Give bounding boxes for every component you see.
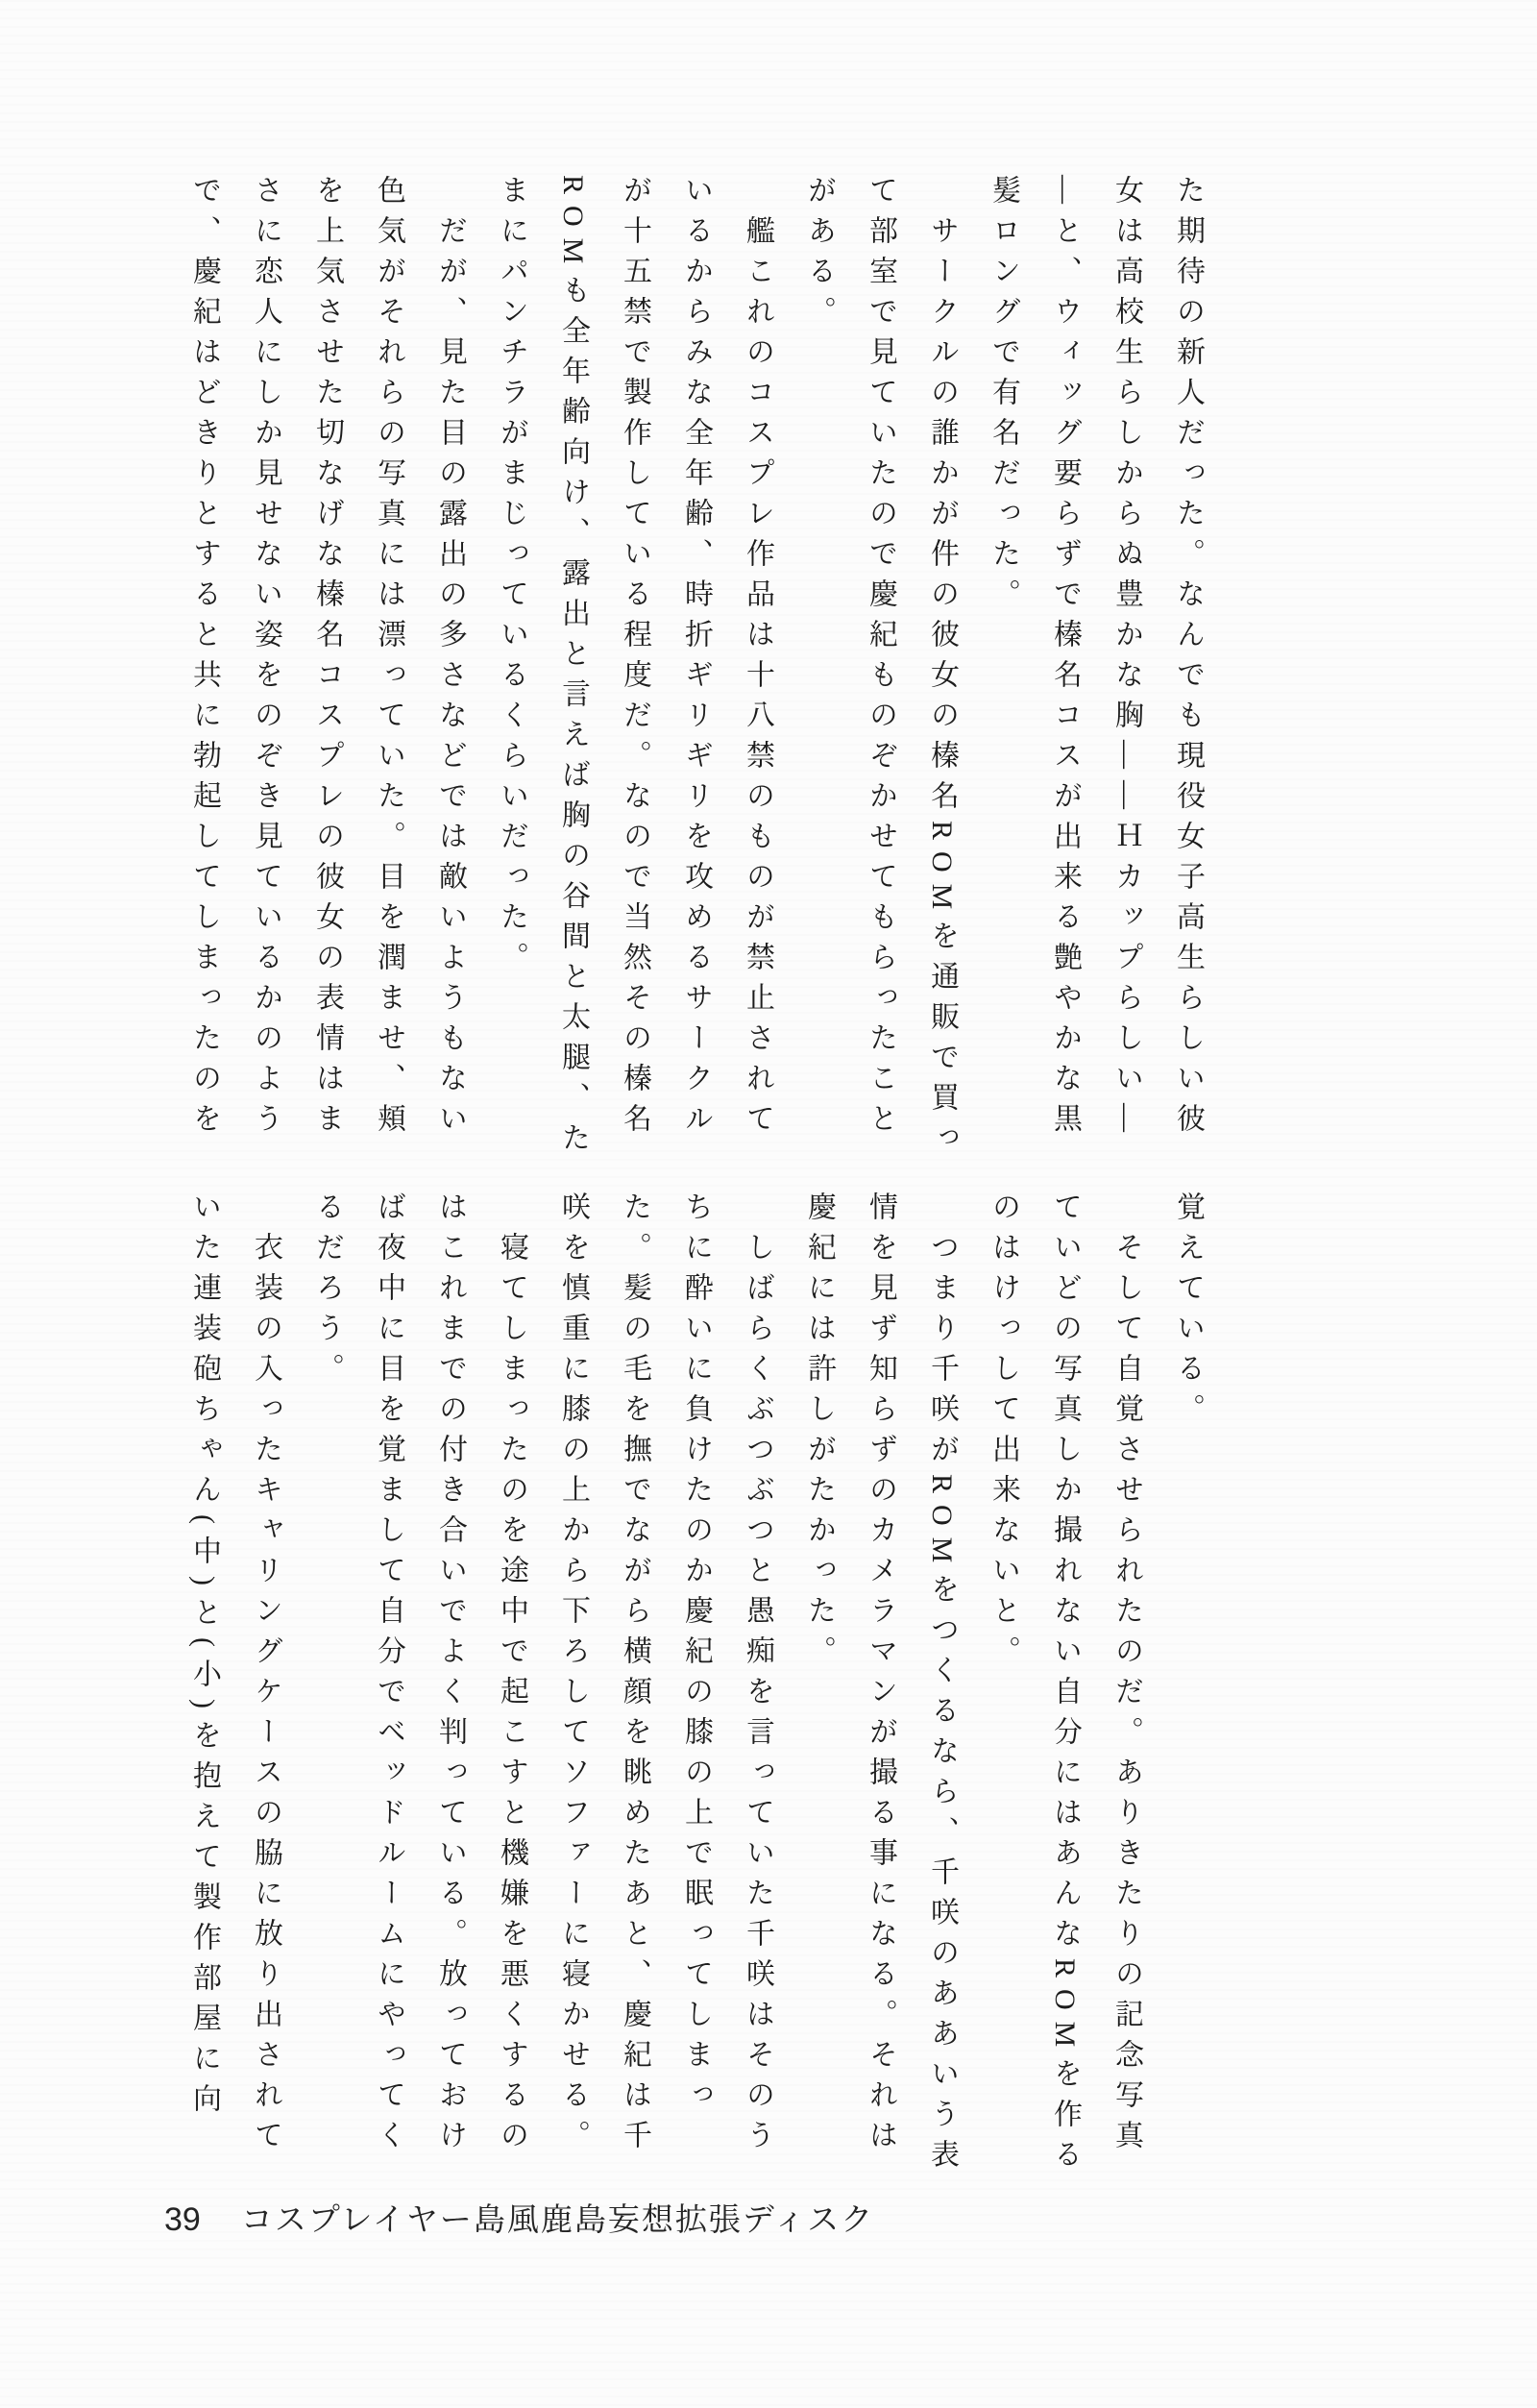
text-column: るだろう。 — [311, 1192, 343, 1393]
text-column: だが、見た目の露出の多さなどでは敵いようもない — [434, 175, 466, 1143]
text-column: のはけっして出来ないと。 — [988, 1192, 1019, 1676]
text-column: て部室で見ていたので慶紀ものぞかせてもらったこと — [865, 175, 896, 1143]
text-column: 慶紀には許しがたかった。 — [803, 1192, 835, 1676]
text-column: そして自覚させられたのだ。ありきたりの記念写真 — [1110, 1192, 1142, 2160]
text-column: 色気がそれらの写真には漂っていた。目を潤ませ、頬 — [373, 175, 404, 1143]
text-column: いた連装砲ちゃん(中)と(小)を抱えて製作部屋に向 — [188, 1192, 220, 2124]
text-column: を上気させた切なげな榛名コスプレの彼女の表情はま — [311, 175, 343, 1143]
text-column: 艦これのコスプレ作品は十八禁のものが禁止されて — [742, 175, 773, 1143]
text-column: しばらくぶつぶつと愚痴を言っていた千咲はそのう — [742, 1192, 773, 2160]
text-column: 女は高校生らしからぬ豊かな胸――Ｈカップらしい― — [1110, 175, 1142, 1143]
text-column: 咲を慎重に膝の上から下ろしてソファーに寝かせる。 — [557, 1192, 589, 2160]
text-column: ちに酔いに負けたのか慶紀の膝の上で眠ってしまっ — [680, 1192, 712, 2120]
text-column: ていどの写真しか撮れない自分にはあんなROMを作る — [1049, 1192, 1081, 2180]
text-column: いるからみな全年齢、時折ギリギリを攻めるサークル — [680, 175, 712, 1143]
text-column: サークルの誰かが件の彼女の榛名ROMを通販で買っ — [926, 175, 958, 1164]
text-column: た。髪の毛を撫でながら横顔を眺めたあと、慶紀は千 — [619, 1192, 650, 2160]
text-column: 情を見ず知らずのカメラマンが撮る事になる。それは — [865, 1192, 896, 2160]
text-column: がある。 — [803, 175, 835, 336]
text-column: ば夜中に目を覚まして自分でベッドルームにやってく — [373, 1192, 404, 2160]
text-column: で、慶紀はどきりとすると共に勃起してしまったのを — [188, 175, 220, 1143]
text-column: さに恋人にしか見せない姿をのぞき見ているかのよう — [250, 175, 281, 1143]
text-column: 衣装の入ったキャリングケースの脇に放り出されて — [250, 1192, 281, 2160]
text-column: まにパンチラがまじっているくらいだった。 — [496, 175, 527, 982]
text-column: つまり千咲がROMをつくるなら、千咲のああいう表 — [926, 1192, 958, 2180]
book-title: コスプレイヤー島風鹿島妄想拡張ディスク — [240, 2201, 875, 2237]
text-column: た期待の新人だった。なんでも現役女子高生らしい彼 — [1172, 175, 1204, 1143]
text-column: ROMも全年齢向け、露出と言えば胸の谷間と太腿、た — [557, 175, 589, 1164]
text-block-top — [173, 175, 1218, 1178]
text-column: 髪ロングで有名だった。 — [988, 175, 1019, 619]
text-column: はこれまでの付き合いでよく判っている。放っておけ — [434, 1192, 466, 2160]
text-column: ―と、ウィッグ要らずで榛名コスが出来る艶やかな黒 — [1049, 175, 1081, 1143]
text-column: 覚えている。 — [1172, 1192, 1204, 1434]
text-column: 寝てしまったのを途中で起こすと機嫌を悪くするの — [496, 1192, 527, 2160]
text-block-bottom — [173, 1192, 1218, 2195]
page-footer — [164, 2195, 874, 2240]
text-column: が十五禁で製作している程度だ。なので当然その榛名 — [619, 175, 650, 1143]
page-number: 39 — [164, 2201, 201, 2238]
